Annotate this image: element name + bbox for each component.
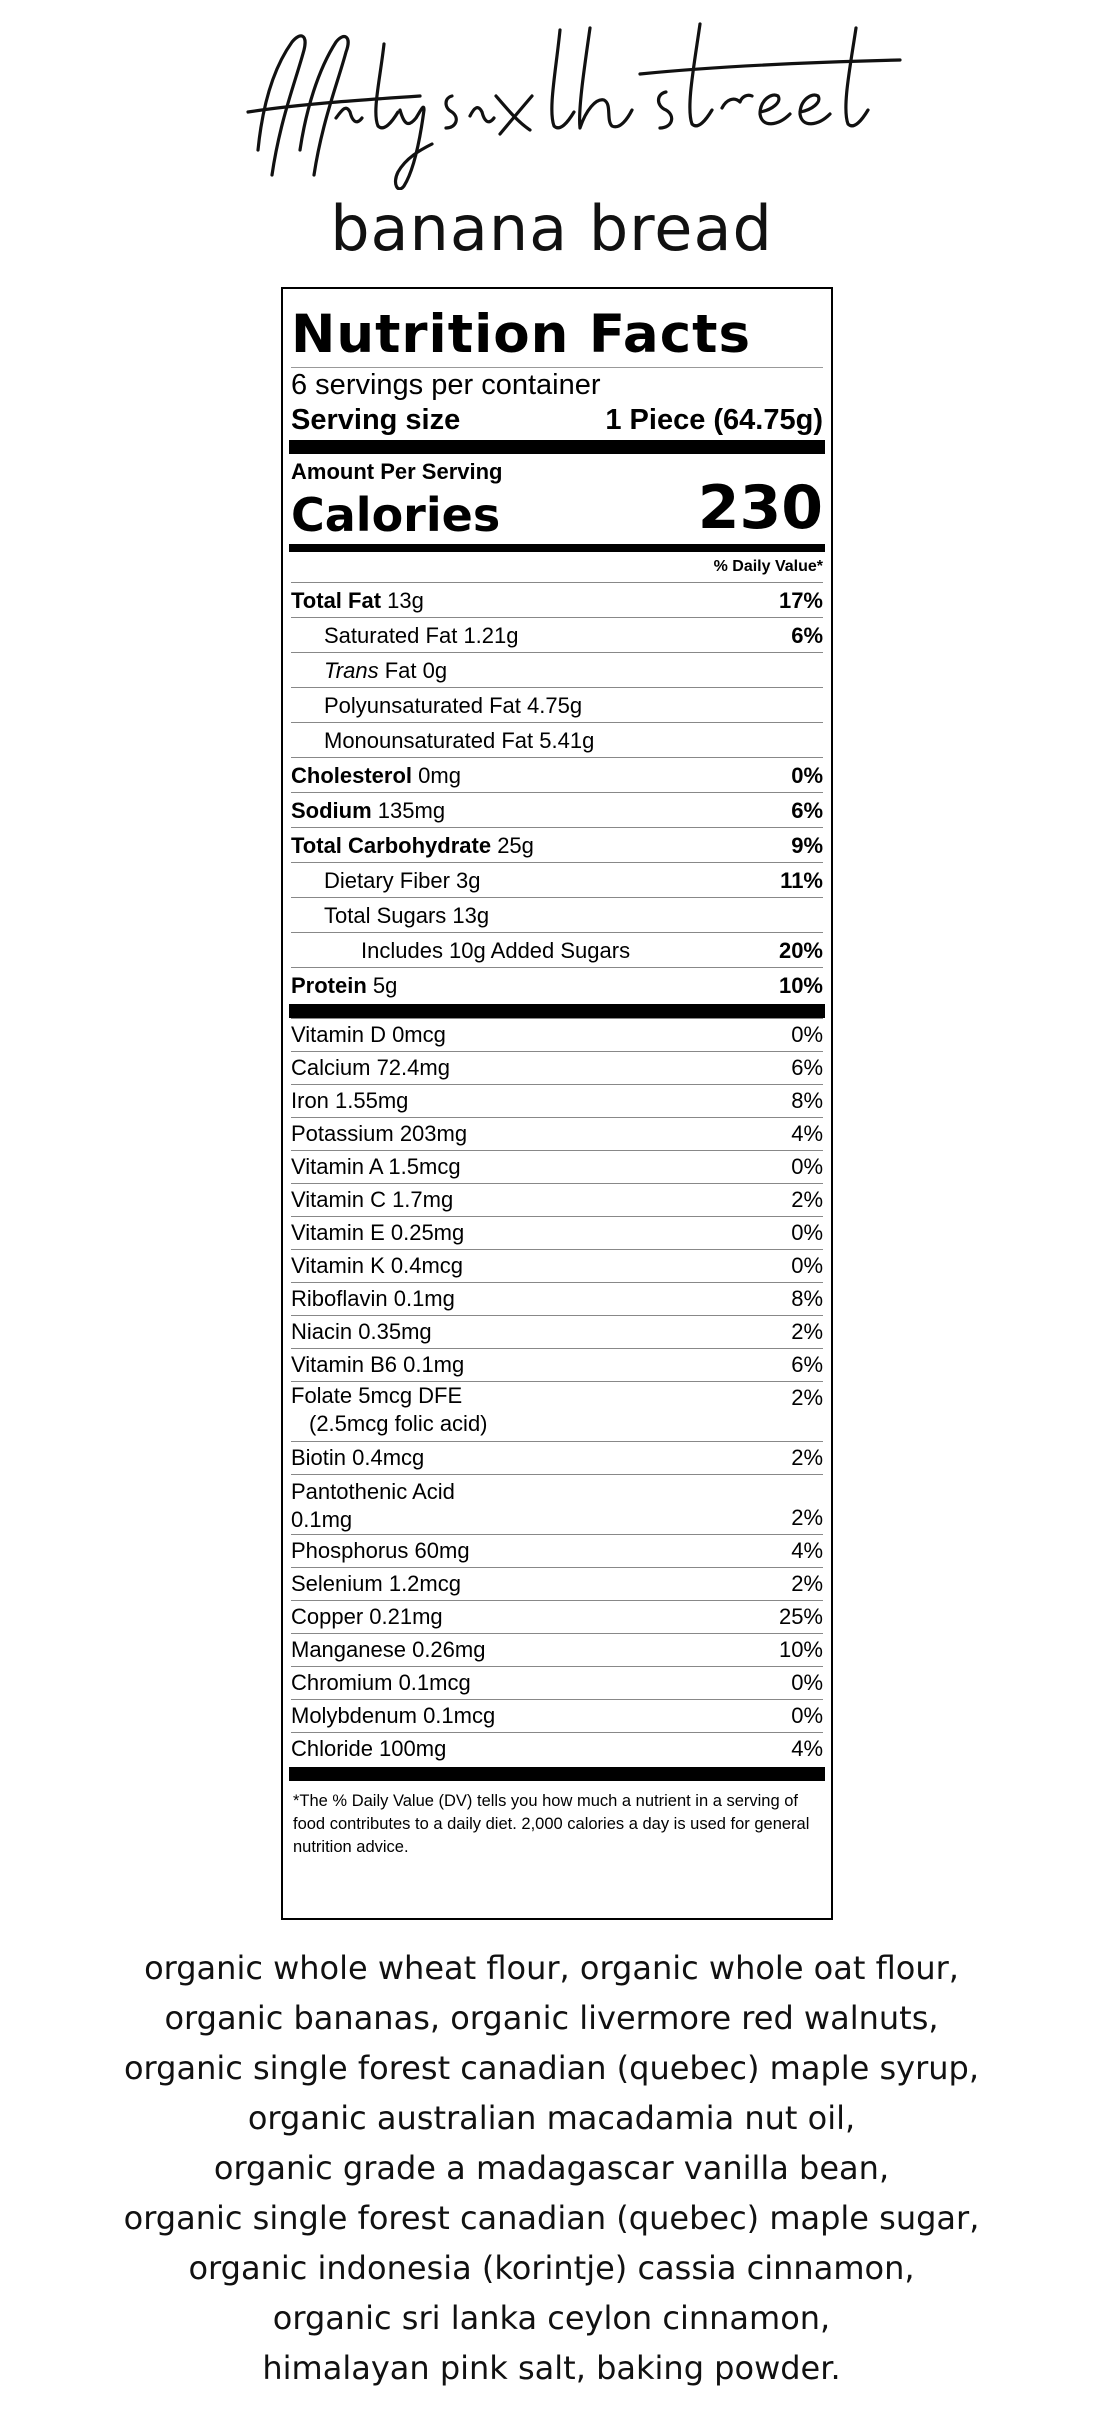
ingredients-line: organic australian macadamia nut oil,: [247, 2099, 856, 2137]
vitamin-row: [291, 1183, 823, 1216]
vitamin-name: Selenium 1.2mcg: [291, 1571, 461, 1596]
vitamin-row: [291, 1600, 823, 1633]
nutrient-name: Trans: [324, 658, 379, 683]
vitamin-row: [291, 1348, 823, 1381]
nutrient-amount: 25g: [497, 833, 534, 858]
calories-row: [291, 473, 823, 544]
vitamin-row: [291, 1732, 823, 1765]
ingredients-line: organic single forest canadian (quebec) maple sugar,: [123, 2199, 980, 2237]
nutrient-row: [291, 617, 823, 652]
serving-size-value: 1 Piece (64.75g): [605, 404, 823, 436]
nutrient-dv: 9%: [791, 833, 823, 858]
vitamin-name: Pantothenic Acid: [291, 1479, 455, 1504]
footnote: *The % Daily Value (DV) tells you how much a nutrient in a serving of food contributes to a daily diet. 2,000 calories a day is used for general nutrition advice.: [293, 1792, 810, 1856]
nutrient-amount: 1.21g: [463, 623, 519, 648]
vitamin-dv: 4%: [791, 1121, 823, 1146]
ingredients-line: himalayan pink salt, baking powder.: [262, 2349, 841, 2387]
vitamin-name: Biotin 0.4mcg: [291, 1445, 425, 1470]
nutrient-amount: 4.75g: [527, 693, 583, 718]
vitamin-dv: 0%: [791, 1670, 823, 1695]
vitamin-row: [291, 1441, 823, 1474]
nutrient-row: [291, 792, 823, 827]
vitamin-dv: 4%: [791, 1736, 823, 1761]
vitamin-row: [291, 1018, 823, 1051]
product-name: banana bread: [330, 192, 773, 265]
nutrient-name: Saturated Fat: [324, 623, 458, 648]
nutrient-amount: 13g: [387, 588, 424, 613]
vitamin-name: Folate 5mcg DFE: [291, 1383, 463, 1408]
nutrient-dv: 10%: [778, 973, 823, 998]
nutrient-name: Total Carbohydrate: [291, 833, 492, 858]
vitamin-row: [291, 1666, 823, 1699]
calories-value: 230: [697, 473, 823, 543]
vitamin-dv: 2%: [791, 1385, 823, 1410]
vitamin-dv: 2%: [791, 1319, 823, 1344]
nutrient-name: Cholesterol: [291, 763, 413, 788]
amount-per-serving: Amount Per Serving: [291, 459, 503, 484]
panel-title: Nutrition Facts: [291, 304, 751, 365]
vitamin-row: [291, 1567, 823, 1600]
vitamin-name: Calcium 72.4mg: [291, 1055, 450, 1080]
vitamin-row: [291, 1534, 823, 1567]
nutrient-amount: 5.41g: [539, 728, 595, 753]
nutrient-amount: 3g: [456, 868, 481, 893]
nutrient-dv: 11%: [780, 868, 823, 893]
servings-per-container: 6 servings per container: [291, 367, 823, 402]
daily-value-heading: % Daily Value*: [713, 558, 823, 575]
nutrient-dv: 6%: [791, 798, 823, 823]
vitamin-row: [291, 1381, 823, 1441]
calories-label: Calories: [291, 488, 501, 542]
nutrient-name: Sodium: [291, 798, 372, 823]
vitamin-dv: 0%: [791, 1154, 823, 1179]
ingredients-list: [0, 1943, 1103, 2393]
nutrient-amount: 5g: [372, 973, 398, 998]
nutrient-row: [291, 862, 823, 897]
ingredients-line: organic single forest canadian (quebec) maple syrup,: [123, 2049, 980, 2087]
divider-thick: [289, 440, 825, 454]
nutrient-name: Includes 10g Added Sugars: [361, 938, 631, 963]
ingredients-line: organic whole wheat flour, organic whole oat flour,: [144, 1949, 959, 1987]
divider-thick: [289, 1004, 825, 1018]
ingredients-line: organic bananas, organic livermore red walnuts,: [164, 1999, 939, 2037]
nutrient-row: [291, 687, 823, 722]
serving-size-label: Serving size: [291, 404, 461, 436]
vitamin-name: Molybdenum 0.1mcg: [291, 1703, 496, 1728]
nutrient-amount: 0mg: [418, 763, 461, 788]
vitamin-dv: 25%: [778, 1604, 823, 1629]
vitamin-dv: 4%: [791, 1538, 823, 1563]
nutrient-dv: 17%: [778, 588, 823, 613]
vitamin-name: Riboflavin 0.1mg: [291, 1286, 455, 1311]
nutrient-amount: 13g: [452, 903, 490, 928]
vitamin-dv: 2%: [791, 1445, 823, 1470]
nutrient-name: Dietary Fiber: [324, 868, 450, 893]
vitamin-name: Vitamin D 0mcg: [291, 1022, 446, 1047]
vitamin-dv: 8%: [791, 1088, 823, 1113]
vitamin-sub: 0.1mg: [291, 1507, 353, 1532]
vitamin-dv: 0%: [791, 1703, 823, 1728]
vitamin-dv: 0%: [791, 1022, 823, 1047]
nutrient-row: [291, 897, 823, 932]
nutrient-name: Monounsaturated Fat: [324, 728, 534, 753]
nutrient-row: [291, 967, 823, 1002]
vitamin-name: Manganese 0.26mg: [291, 1637, 486, 1662]
nutrient-row: [291, 582, 823, 617]
vitamin-row: [291, 1282, 823, 1315]
vitamin-dv: 2%: [791, 1505, 823, 1530]
vitamin-dv: 0%: [791, 1253, 823, 1278]
ingredients-line: organic sri lanka ceylon cinnamon,: [272, 2299, 831, 2337]
vitamin-name: Vitamin B6 0.1mg: [291, 1352, 465, 1377]
divider-medium: [289, 544, 825, 552]
vitamin-row: [291, 1699, 823, 1732]
vitamin-dv: 6%: [791, 1352, 823, 1377]
nutrient-amount: 135mg: [377, 798, 446, 823]
nutrient-row: [291, 652, 823, 687]
vitamin-row: [291, 1216, 823, 1249]
nutrient-row: [291, 827, 823, 862]
nutrient-amount: Fat 0g: [384, 658, 448, 683]
vitamin-name: Iron 1.55mg: [291, 1088, 409, 1113]
vitamin-name: Vitamin E 0.25mg: [291, 1220, 465, 1245]
vitamin-row: [291, 1150, 823, 1183]
vitamin-name: Chloride 100mg: [291, 1736, 447, 1761]
divider-thick: [289, 1767, 825, 1781]
brand-logo: [0, 0, 1103, 190]
vitamin-dv: 2%: [791, 1571, 823, 1596]
serving-size-row: [291, 402, 823, 438]
vitamin-sub: (2.5mcg folic acid): [309, 1411, 488, 1436]
ingredients-line: organic grade a madagascar vanilla bean,: [213, 2149, 890, 2187]
nutrient-row: [291, 932, 823, 967]
nutrient-name: Protein: [291, 973, 367, 998]
vitamin-row: [291, 1117, 823, 1150]
vitamin-name: Potassium 203mg: [291, 1121, 468, 1146]
nutrient-dv: 6%: [791, 623, 823, 648]
vitamin-name: Vitamin C 1.7mg: [291, 1187, 454, 1212]
vitamin-name: Phosphorus 60mg: [291, 1538, 470, 1563]
vitamin-dv: 6%: [791, 1055, 823, 1080]
nutrient-name: Polyunsaturated Fat: [324, 693, 521, 718]
nutrient-row: [291, 722, 823, 757]
vitamin-row: [291, 1084, 823, 1117]
vitamin-dv: 0%: [791, 1220, 823, 1245]
vitamin-row: [291, 1474, 823, 1534]
nutrient-dv: 20%: [778, 938, 823, 963]
vitamin-dv: 2%: [791, 1187, 823, 1212]
vitamin-name: Vitamin K 0.4mcg: [291, 1253, 464, 1278]
nutrient-dv: 0%: [791, 763, 823, 788]
nutrient-row: [291, 757, 823, 792]
nutrition-facts-panel: [281, 287, 833, 1920]
vitamin-name: Chromium 0.1mcg: [291, 1670, 471, 1695]
ingredients-line: organic indonesia (korintje) cassia cinnamon,: [188, 2249, 915, 2287]
nutrient-name: Total Sugars: [324, 903, 447, 928]
vitamin-row: [291, 1249, 823, 1282]
vitamin-name: Vitamin A 1.5mcg: [291, 1154, 461, 1179]
vitamin-row: [291, 1051, 823, 1084]
vitamin-row: [291, 1315, 823, 1348]
vitamin-row: [291, 1633, 823, 1666]
vitamin-dv: 8%: [791, 1286, 823, 1311]
vitamin-dv: 10%: [778, 1637, 823, 1662]
vitamin-name: Niacin 0.35mg: [291, 1319, 432, 1344]
nutrient-name: Total Fat: [291, 588, 382, 613]
vitamin-name: Copper 0.21mg: [291, 1604, 443, 1629]
